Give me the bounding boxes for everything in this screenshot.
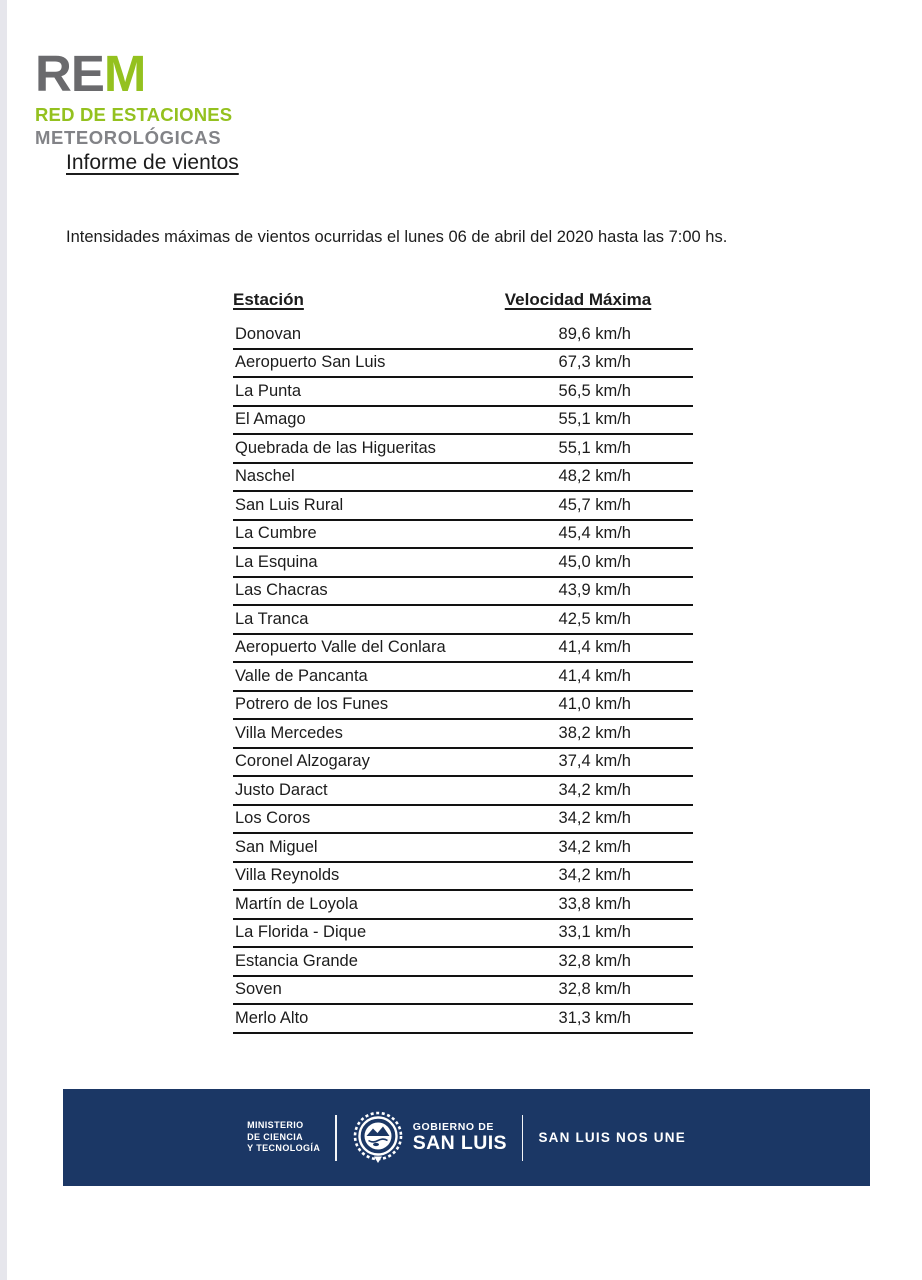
wind-table: [233, 290, 693, 1034]
table-row: [233, 863, 693, 892]
station-cell: Potrero de los Funes: [235, 695, 389, 714]
table-row: [233, 692, 693, 721]
table-row: [233, 464, 693, 493]
table-row: [233, 578, 693, 607]
station-cell: La Florida - Dique: [235, 923, 367, 942]
speed-cell: 34,2 km/h: [558, 837, 631, 856]
rem-logo: [35, 45, 233, 148]
san-luis-crest-icon: [352, 1111, 404, 1165]
speed-cell: 34,2 km/h: [558, 866, 631, 885]
footer-slogan: SAN LUIS NOS UNE: [538, 1130, 686, 1145]
footer-banner: [63, 1089, 870, 1186]
speed-cell: 41,4 km/h: [558, 638, 631, 657]
table-row: [233, 891, 693, 920]
table-row: [233, 920, 693, 949]
station-cell: La Punta: [235, 381, 302, 400]
footer-divider: [335, 1115, 337, 1161]
station-cell: Merlo Alto: [235, 1008, 309, 1027]
speed-cell: 42,5 km/h: [558, 609, 631, 628]
station-cell: Quebrada de las Higueritas: [235, 438, 436, 457]
speed-cell: 33,1 km/h: [558, 923, 631, 942]
header-station: Estación: [233, 290, 304, 309]
station-cell: Donovan: [235, 324, 302, 343]
table-row: [233, 321, 693, 350]
station-cell: Justo Daract: [235, 780, 328, 799]
government-logo-text: GOBIERNO DE SAN LUIS: [412, 1120, 507, 1154]
speed-cell: 34,2 km/h: [558, 809, 631, 828]
table-row: [233, 1005, 693, 1034]
station-cell: Valle de Pancanta: [235, 666, 368, 685]
speed-cell: 56,5 km/h: [558, 381, 631, 400]
table-row: [233, 407, 693, 436]
station-cell: Estancia Grande: [235, 951, 358, 970]
table-row: [233, 549, 693, 578]
station-cell: San Miguel: [235, 837, 318, 856]
speed-cell: 45,4 km/h: [558, 524, 631, 543]
station-cell: La Esquina: [235, 552, 318, 571]
station-cell: Villa Mercedes: [235, 723, 343, 742]
station-cell: Naschel: [235, 467, 295, 486]
table-row: [233, 378, 693, 407]
speed-cell: 32,8 km/h: [558, 951, 631, 970]
speed-cell: 34,2 km/h: [558, 780, 631, 799]
station-cell: Aeropuerto San Luis: [235, 353, 386, 372]
table-row: [233, 521, 693, 550]
speed-cell: 48,2 km/h: [558, 467, 631, 486]
speed-cell: 37,4 km/h: [558, 752, 631, 771]
table-row: [233, 606, 693, 635]
station-cell: Villa Reynolds: [235, 866, 340, 885]
rem-logo-wordmark: [35, 45, 232, 102]
table-row: [233, 948, 693, 977]
table-row: [233, 749, 693, 778]
station-cell: Martín de Loyola: [235, 894, 358, 913]
rem-logo-gray-letters: RE: [35, 45, 104, 102]
speed-cell: 41,4 km/h: [558, 666, 631, 685]
speed-cell: 41,0 km/h: [558, 695, 631, 714]
table-row: [233, 977, 693, 1006]
table-row: [233, 720, 693, 749]
speed-cell: 38,2 km/h: [558, 723, 631, 742]
speed-cell: 67,3 km/h: [558, 353, 631, 372]
footer-divider: [522, 1115, 524, 1161]
table-row: [233, 435, 693, 464]
table-row: [233, 663, 693, 692]
table-row: [233, 806, 693, 835]
station-cell: Soven: [235, 980, 282, 999]
speed-cell: 43,9 km/h: [558, 581, 631, 600]
speed-cell: 33,8 km/h: [558, 894, 631, 913]
table-row: [233, 635, 693, 664]
station-cell: La Tranca: [235, 609, 309, 628]
speed-cell: 31,3 km/h: [558, 1008, 631, 1027]
rem-logo-subtitle-line1: RED DE ESTACIONES: [35, 104, 233, 125]
wind-table-header: [233, 290, 693, 321]
intro-text: Intensidades máximas de vientos ocurridas el lunes 06 de abril del 2020 hasta las 7:00 hs.: [66, 228, 728, 246]
speed-cell: 55,1 km/h: [558, 410, 631, 429]
station-cell: Las Chacras: [235, 581, 328, 600]
station-cell: San Luis Rural: [235, 495, 344, 514]
station-cell: Coronel Alzogaray: [235, 752, 370, 771]
speed-cell: 89,6 km/h: [558, 324, 631, 343]
station-cell: La Cumbre: [235, 524, 317, 543]
wind-table-body: [233, 321, 693, 1034]
station-cell: El Amago: [235, 410, 306, 429]
table-row: [233, 777, 693, 806]
header-max-speed: Velocidad Máxima: [504, 290, 652, 309]
page-edge-strip: [0, 0, 7, 1280]
page-title: Informe de vientos: [66, 151, 239, 174]
speed-cell: 45,7 km/h: [558, 495, 631, 514]
speed-cell: 32,8 km/h: [558, 980, 631, 999]
station-cell: Aeropuerto Valle del Conlara: [235, 638, 446, 657]
speed-cell: 55,1 km/h: [558, 438, 631, 457]
table-row: [233, 834, 693, 863]
station-cell: Los Coros: [235, 809, 311, 828]
rem-logo-subtitle-line2: METEOROLÓGICAS: [35, 126, 222, 148]
ministry-label: MINISTERIO DE CIENCIA Y TECNOLOGÍA: [247, 1119, 321, 1154]
table-row: [233, 350, 693, 379]
rem-logo-green-letter: M: [103, 45, 146, 102]
table-row: [233, 492, 693, 521]
speed-cell: 45,0 km/h: [558, 552, 631, 571]
